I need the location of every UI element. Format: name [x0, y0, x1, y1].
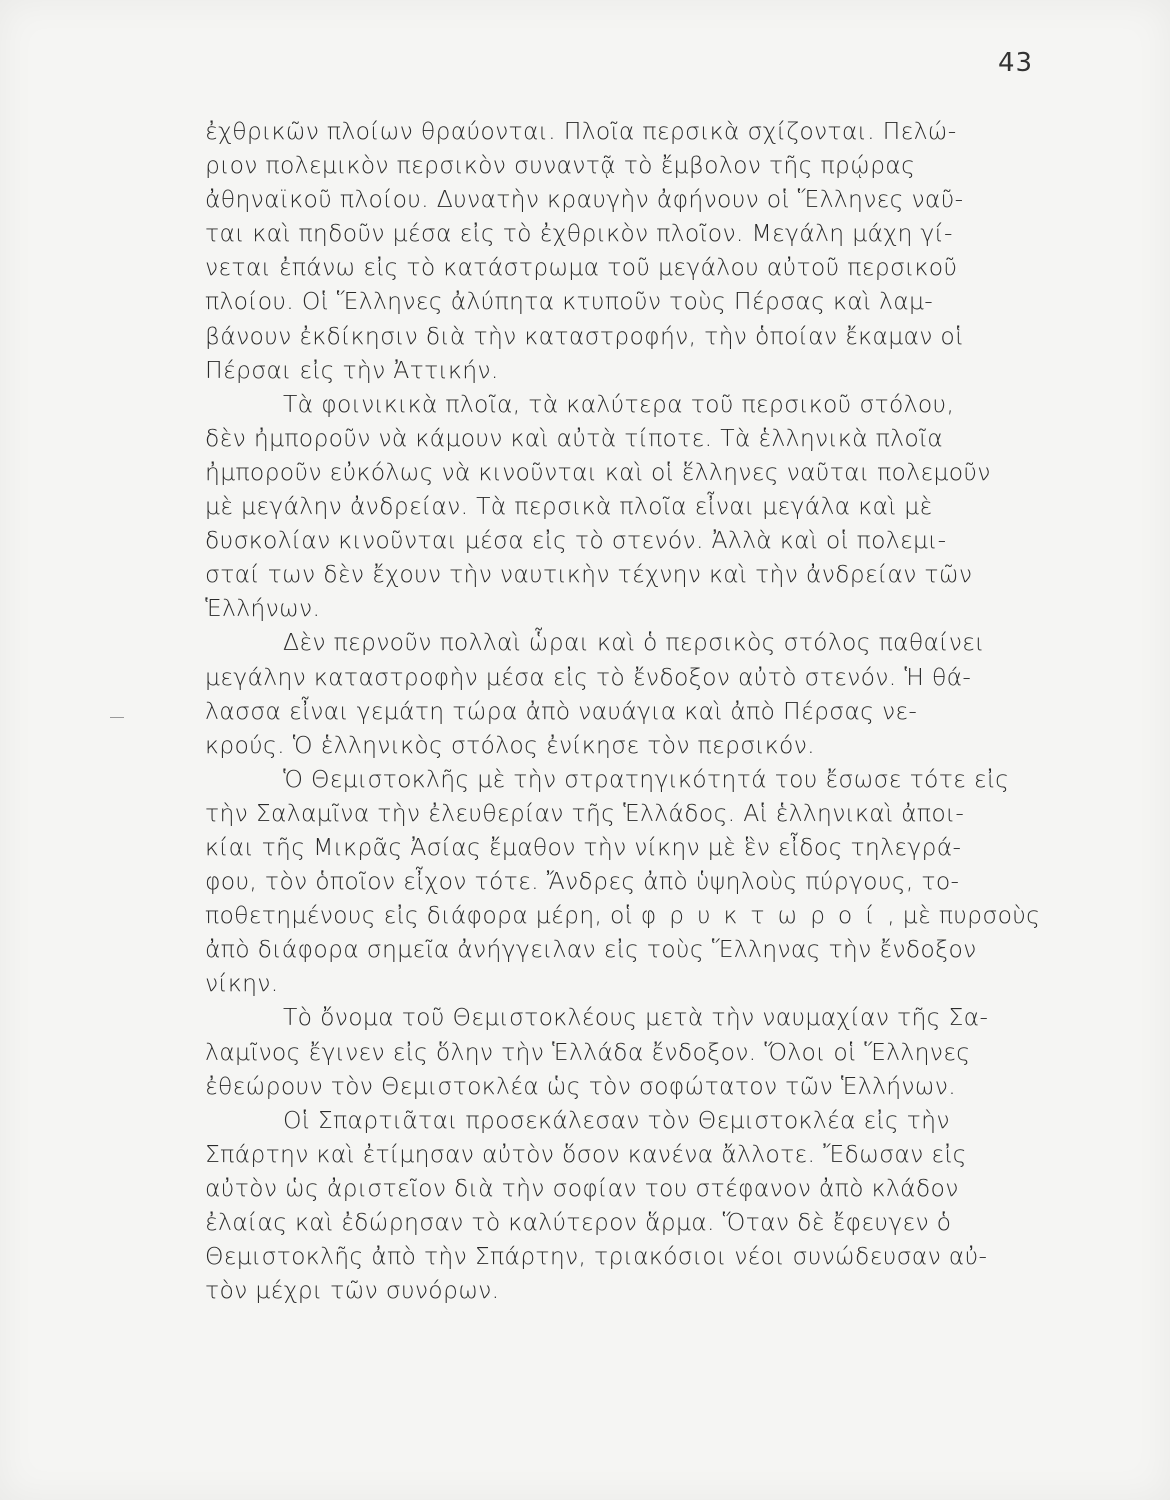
- text-segment: , μὲ πυρσοὺς: [887, 901, 1041, 930]
- text-line: λαμῖνος ἔγινεν εἰς ὅλην τὴν Ἑλλάδα ἔνδοξον. Ὅλοι οἱ Ἕλληνες: [205, 1037, 971, 1066]
- text-line: Ἑλλήνων.: [205, 594, 321, 623]
- text-line: πλοίου. Οἱ Ἕλληνες ἀλύπητα κτυποῦν τοὺς Πέρσας καὶ λαμ-: [205, 287, 934, 316]
- text-line: ριον πολεμικὸν περσικὸν συναντᾷ τὸ ἔμβολον τῆς πρῴρας: [205, 151, 916, 180]
- text-line: κίαι τῆς Μικρᾶς Ἀσίας ἔμαθον τὴν νίκην μὲ ἓν εἶδος τηλεγρά-: [205, 832, 962, 861]
- text-line: Ὁ Θεμιστοκλῆς μὲ τὴν στρατηγικότητά του ἔσωσε τότε εἰς: [283, 764, 1010, 793]
- text-line: ἐθεώρουν τὸν Θεμιστοκλέα ὡς τὸν σοφώτατον τῶν Ἑλλήνων.: [205, 1071, 956, 1100]
- text-line: ἐχθρικῶν πλοίων θραύονται. Πλοῖα περσικὰ σχίζονται. Πελώ-: [205, 117, 957, 145]
- text-line: Οἱ Σπαρτιᾶται προσεκάλεσαν τὸν Θεμιστοκλέα εἰς τὴν: [283, 1105, 950, 1134]
- text-line: τὴν Σαλαμῖνα τὴν ἐλευθερίαν τῆς Ἑλλάδος. Αἱ ἑλληνικαὶ ἀποι-: [205, 798, 965, 827]
- body-text: [205, 114, 1090, 1307]
- text-line: δὲν ἠμποροῦν νὰ κάμουν καὶ αὐτὰ τίποτε. Τὰ ἑλληνικὰ πλοῖα: [205, 423, 944, 452]
- text-line: νίκην.: [205, 969, 279, 998]
- text-line: ἀπὸ διάφορα σημεῖα ἀνήγγειλαν εἰς τοὺς Ἕλληνας τὴν ἔνδοξον: [205, 935, 977, 964]
- text-line: νεται ἐπάνω εἰς τὸ κατάστρωμα τοῦ μεγάλου αὐτοῦ περσικοῦ: [205, 253, 958, 282]
- text-line: Τὸ ὄνομα τοῦ Θεμιστοκλέους μετὰ τὴν ναυμαχίαν τῆς Σα-: [283, 1003, 989, 1032]
- text-line: αὐτὸν ὡς ἀριστεῖον διὰ τὴν σοφίαν του στέφανον ἀπὸ κλάδον: [205, 1173, 959, 1202]
- margin-mark: [110, 717, 124, 718]
- text-line: Σπάρτην καὶ ἐτίμησαν αὐτὸν ὅσον κανένα ἄλλοτε. Ἔδωσαν εἰς: [205, 1139, 967, 1168]
- text-line: τὸν μέχρι τῶν συνόρων.: [205, 1276, 500, 1305]
- text-line: φου, τὸν ὁποῖον εἶχον τότε. Ἄνδρες ἀπὸ ὑψηλοὺς πύργους, το-: [205, 867, 960, 896]
- text-line: ται καὶ πηδοῦν μέσα εἰς τὸ ἐχθρικὸν πλοῖον. Μεγάλη μάχη γί-: [205, 219, 953, 248]
- text-line: [205, 898, 1090, 932]
- text-line: δυσκολίαν κινοῦνται μέσα εἰς τὸ στενόν. Ἀλλὰ καὶ οἱ πολεμι-: [205, 526, 947, 555]
- text-line: βάνουν ἐκδίκησιν διὰ τὴν καταστροφήν, τὴν ὁποίαν ἔκαμαν οἱ: [205, 321, 964, 350]
- page-number: 43: [998, 48, 1034, 78]
- text-line: ἀθηναϊκοῦ πλοίου. Δυνατὴν κραυγὴν ἀφήνουν οἱ Ἕλληνες ναῦ-: [205, 185, 964, 214]
- text-line: Πέρσαι εἰς τὴν Ἀττικήν.: [205, 355, 499, 384]
- text-segment: ποθετημένους εἰς διάφορα μέρη, οἱ: [205, 901, 641, 930]
- text-line: ἠμποροῦν εὐκόλως νὰ κινοῦνται καὶ οἱ ἕλληνες ναῦται πολεμοῦν: [205, 457, 991, 486]
- text-line: μὲ μεγάλην ἀνδρείαν. Τὰ περσικὰ πλοῖα εἶναι μεγάλα καὶ μὲ: [205, 492, 933, 521]
- text-line: Δὲν περνοῦν πολλαὶ ὧραι καὶ ὁ περσικὸς στόλος παθαίνει: [283, 628, 985, 657]
- text-line: ἐλαίας καὶ ἐδώρησαν τὸ καλύτερον ἅρμα. Ὅταν δὲ ἔφευγεν ὁ: [205, 1208, 952, 1236]
- text-line: λασσα εἶναι γεμάτη τώρα ἀπὸ ναυάγια καὶ ἀπὸ Πέρσας νε-: [205, 696, 918, 725]
- text-line: μεγάλην καταστροφὴν μέσα εἰς τὸ ἔνδοξον αὐτὸ στενόν. Ἡ θά-: [205, 662, 972, 691]
- text-line: Τὰ φοινικικὰ πλοῖα, τὰ καλύτερα τοῦ περσικοῦ στόλου,: [283, 389, 955, 418]
- spaced-word: φρυκτωροί: [640, 901, 888, 930]
- text-line: κρούς. Ὁ ἑλληνικὸς στόλος ἐνίκησε τὸν περσικόν.: [205, 730, 815, 759]
- text-line: Θεμιστοκλῆς ἀπὸ τὴν Σπάρτην, τριακόσιοι νέοι συνώδευσαν αὐ-: [205, 1242, 988, 1271]
- text-line: σταί των δὲν ἔχουν τὴν ναυτικὴν τέχνην καὶ τὴν ἀνδρείαν τῶν: [205, 560, 973, 589]
